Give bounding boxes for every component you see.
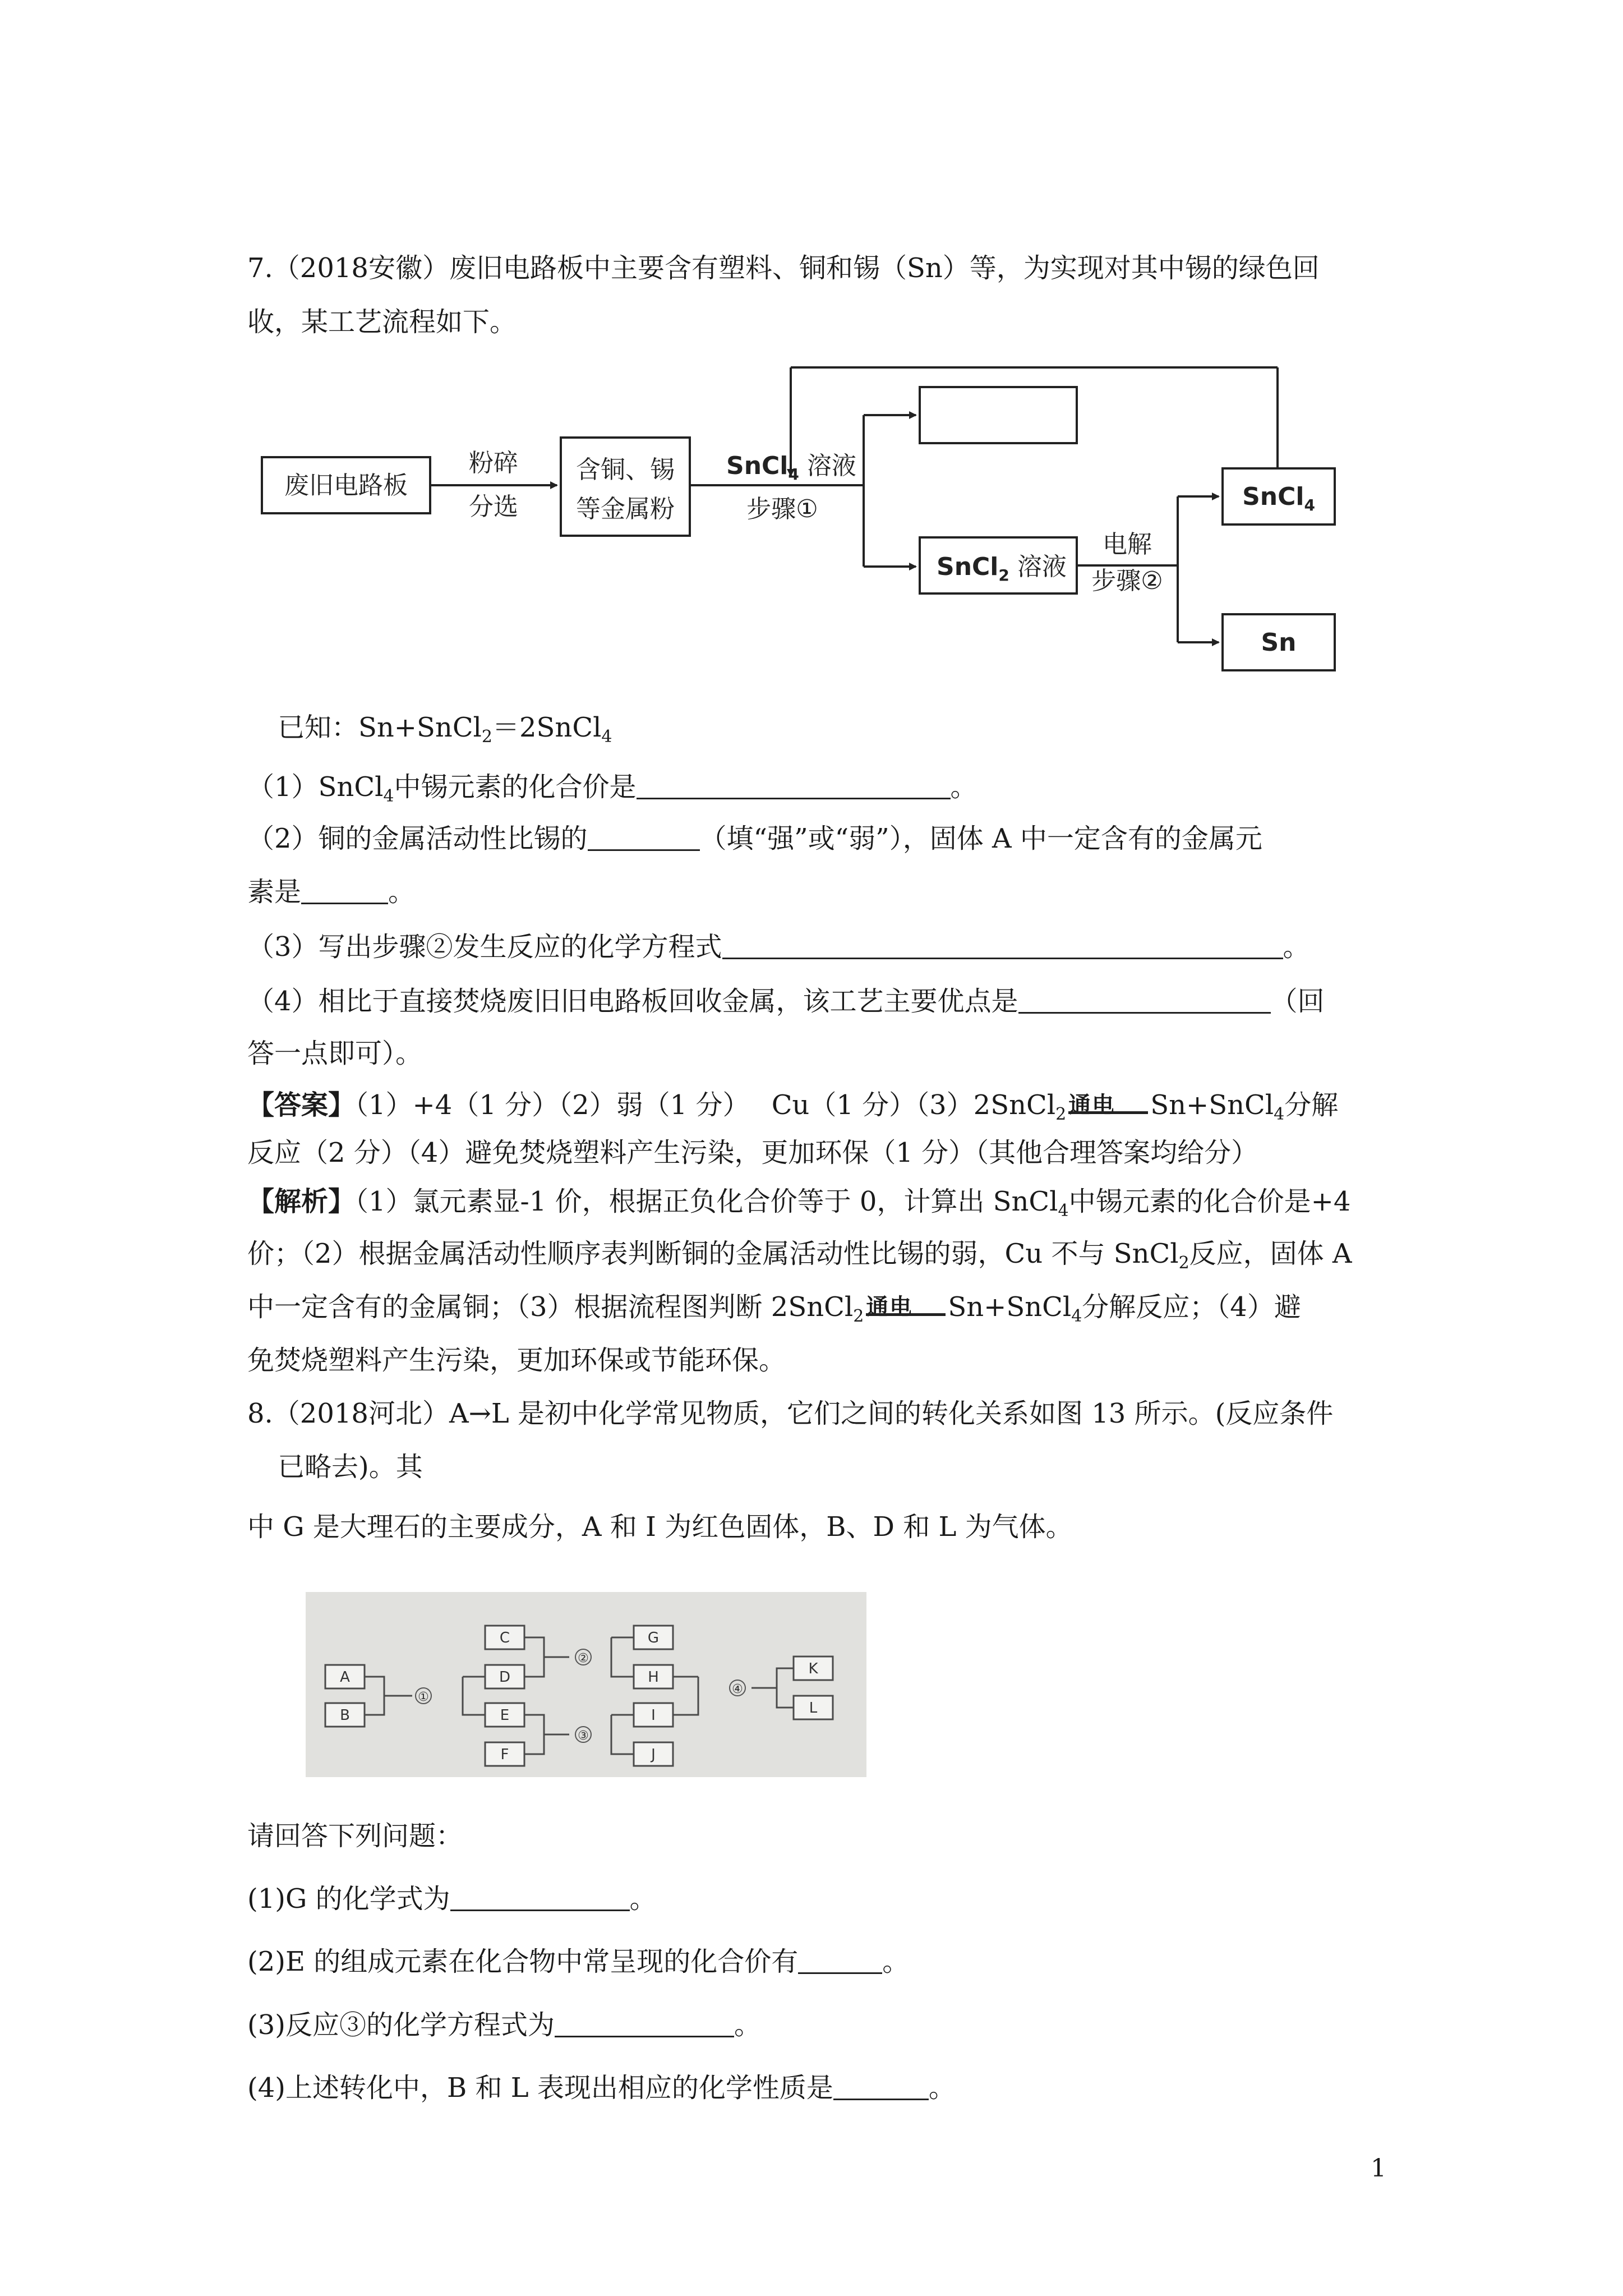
- flow-box-powder-label-1: 含铜、锡: [576, 455, 675, 484]
- label-K: K: [808, 1660, 818, 1677]
- label-L: L: [809, 1700, 818, 1717]
- reaction-2: ②: [578, 1651, 589, 1665]
- label-C: C: [499, 1630, 510, 1646]
- answer-blank[interactable]: [1018, 986, 1271, 1014]
- flow-box-sncl2-label: SnCl$_2$ 溶液: [937, 553, 1067, 585]
- flow-step2-label: 步骤②: [1091, 567, 1163, 595]
- flow-arrow-elec-label: 电解: [1103, 530, 1152, 559]
- q7-answer-line1: 【答案】（1）+4（1 分）（2）弱（1 分） Cu（1 分）（3）2SnCl$_2$ 通电 Sn+SnCl$_4$分解: [247, 1089, 1339, 1124]
- answer-blank[interactable]: [301, 877, 388, 904]
- reaction-1: ①: [418, 1690, 429, 1704]
- answer-blank[interactable]: [450, 1884, 630, 1911]
- flow-box-sncl4-label: SnCl$_4$: [1242, 482, 1315, 514]
- electrolysis-condition-arrow: 通电: [864, 1296, 948, 1318]
- q7-answer-line2: 反应（2 分）（4）避免焚烧塑料产生污染，更加环保（1 分）（其他合理答案均给分）: [247, 1137, 1258, 1168]
- label-J: J: [651, 1746, 656, 1763]
- label-E: E: [500, 1707, 510, 1724]
- q8-stem-line1: 8.（2018河北）A→L 是初中化学常见物质，它们之间的转化关系如图 13 所示。(反应条件: [247, 1398, 1334, 1429]
- q7-analysis-line1: 【解析】（1）氯元素显-1 价，根据正负化合价等于 0，计算出 SnCl$_4$中锡元素的化合价是+4: [247, 1186, 1351, 1221]
- flow-arrow1-bottom: 分选: [469, 493, 518, 521]
- q7-part3: （3）写出步骤②发生反应的化学方程式 。: [247, 931, 1310, 963]
- q8-transformation-diagram: [306, 1592, 866, 1777]
- q8-part3: (3)反应③的化学方程式为 。: [247, 2009, 762, 2041]
- reaction-3: ③: [578, 1729, 589, 1743]
- q8-prompt: 请回答下列问题：: [247, 1820, 463, 1852]
- flow-box-powder-label-2: 等金属粉: [576, 495, 675, 523]
- label-I: I: [651, 1707, 656, 1724]
- answer-blank[interactable]: [637, 772, 951, 799]
- flow-box-sn-label: Sn: [1261, 628, 1297, 657]
- page-number: 1: [1371, 2154, 1386, 2183]
- answer-blank[interactable]: [722, 932, 1283, 959]
- q7-stem-line1: 7.（2018安徽）废旧电路板中主要含有塑料、铜和锡（Sn）等，为实现对其中锡的绿色回: [247, 252, 1320, 284]
- answer-blank[interactable]: [588, 823, 700, 851]
- q8-stem-line2: 已略去)。其: [278, 1451, 423, 1483]
- label-F: F: [500, 1746, 509, 1763]
- q7-part4-line1: （4）相比于直接焚烧废旧旧电路板回收金属，该工艺主要优点是 （回: [247, 986, 1325, 1017]
- q8-part1: (1)G 的化学式为 。: [247, 1883, 657, 1915]
- q7-flowchart: [247, 359, 1346, 679]
- flow-step1-label: 步骤①: [746, 495, 818, 523]
- q7-known: 已知：Sn+SnCl$_2$＝2SnCl$_4$: [278, 712, 612, 747]
- flow-arrow1-top: 粉碎: [469, 449, 518, 477]
- electrolysis-condition-arrow: 通电: [1066, 1094, 1150, 1116]
- answer-blank[interactable]: [833, 2073, 929, 2100]
- q8-part4: (4)上述转化中，B 和 L 表现出相应的化学性质是 。: [247, 2072, 956, 2104]
- q7-analysis-line4: 免焚烧塑料产生污染，更加环保或节能环保。: [247, 1345, 786, 1376]
- q7-analysis-line2: 价；（2）根据金属活动性顺序表判断铜的金属活动性比锡的弱，Cu 不与 SnCl$_2$反应，固体 A: [247, 1238, 1352, 1273]
- q7-part2-line1: （2）铜的金属活动性比锡的 （填“强”或“弱”），固体 A 中一定含有的金属元: [247, 823, 1262, 854]
- label-A: A: [340, 1669, 350, 1686]
- answer-blank[interactable]: [798, 1947, 882, 1974]
- label-G: G: [647, 1630, 660, 1646]
- q8-part2: (2)E 的组成元素在化合物中常呈现的化合价有 。: [247, 1946, 910, 1977]
- flow-box-board-label: 废旧电路板: [284, 471, 408, 500]
- q7-stem-line2: 收，某工艺流程如下。: [247, 306, 517, 338]
- q8-stem-line3: 中 G 是大理石的主要成分，A 和 I 为红色固体，B、D 和 L 为气体。: [247, 1511, 1073, 1543]
- answer-blank[interactable]: [555, 2010, 734, 2037]
- label-H: H: [648, 1669, 659, 1686]
- q7-part4-line2: 答一点即可）。: [247, 1038, 423, 1069]
- flow-box-solid-a: [920, 387, 1077, 443]
- q7-part1: （1）SnCl$_4$中锡元素的化合价是 。: [247, 771, 978, 806]
- label-D: D: [499, 1669, 511, 1686]
- reaction-4: ④: [732, 1682, 743, 1696]
- q7-part2-line2: 素是 。: [247, 876, 416, 908]
- label-B: B: [340, 1707, 350, 1724]
- flow-reagent-label: SnCl$_4$ 溶液: [726, 452, 856, 484]
- q7-analysis-line3: 中一定含有的金属铜；（3）根据流程图判断 2SnCl$_2$ 通电 Sn+SnCl$_4$分解反应；（4）避: [247, 1291, 1301, 1326]
